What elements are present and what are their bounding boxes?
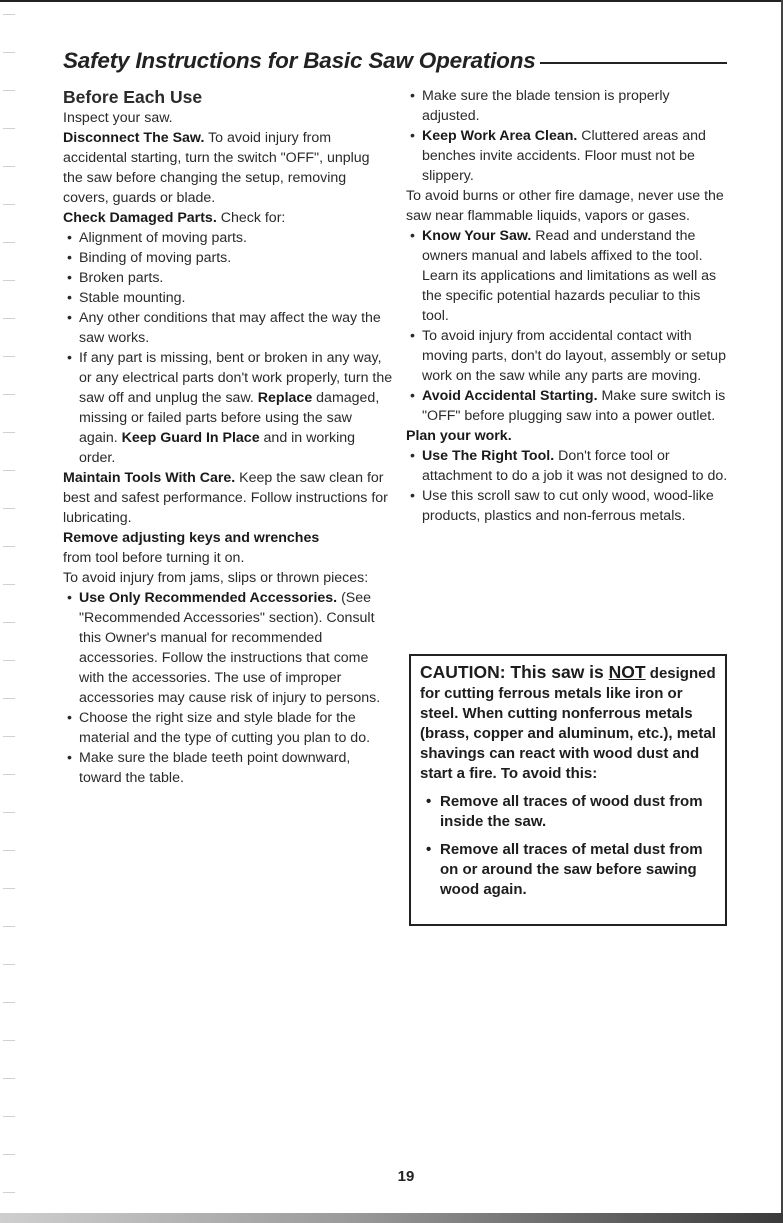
- plan-work-heading: [406, 426, 728, 446]
- maintain-text: Keep the saw clean for best and safest performance. Follow instructions for lubricating.: [63, 470, 388, 526]
- before-each-use-heading: Before Each Use: [63, 87, 203, 107]
- know-saw-item: [406, 226, 728, 326]
- right-column: [406, 86, 728, 526]
- section-title-row: [63, 44, 727, 78]
- use-only-label: Use Only Recommended Accessories.: [79, 590, 338, 606]
- inspect-paragraph: Inspect your saw.: [63, 110, 173, 126]
- avoid-starting-item: [406, 386, 728, 426]
- maintain-paragraph: [63, 468, 393, 528]
- jams-paragraph: To avoid injury from jams, slips or thrown pieces:: [63, 570, 369, 586]
- missing-text-2: damaged, missing or failed parts before using the saw again.: [79, 390, 380, 446]
- know-saw-label: Know Your Saw.: [422, 228, 532, 244]
- check-parts-label: Check Damaged Parts.: [63, 210, 217, 226]
- scroll-saw-item: • Use this scroll saw to cut only wood, wood-like products, plastics and non-ferrous metals.: [406, 486, 728, 526]
- check-item: • Any other conditions that may affect the way the saw works.: [63, 308, 393, 348]
- remove-keys-label: [63, 528, 393, 548]
- tension-item: • Make sure the blade tension is properly adjusted.: [406, 86, 728, 126]
- section-title: Safety Instructions for Basic Saw Operations: [63, 48, 536, 73]
- missing-parts-item: [63, 348, 393, 468]
- page-top-border: [0, 0, 783, 2]
- replace-label: Replace: [257, 390, 313, 406]
- caution-paragraph: [420, 662, 719, 784]
- remove-keys-text: from tool before turning it on.: [63, 550, 245, 566]
- avoid-contact-item: • To avoid injury from accidental contact with moving parts, don't do layout, assembly or setup work on the saw while any parts are moving.: [406, 326, 728, 386]
- keep-area-text: Cluttered areas and benches invite accidents. Floor must not be slippery.: [422, 128, 706, 184]
- caution-label: CAUTION:: [420, 662, 506, 682]
- keep-area-label: Keep Work Area Clean.: [422, 128, 578, 144]
- page-number: 19: [397, 1168, 415, 1185]
- title-rule: [540, 62, 727, 64]
- avoid-starting-text: Make sure switch is "OFF" before plugging saw into a power outlet.: [422, 388, 726, 424]
- caution-not: NOT: [608, 662, 646, 682]
- caution-item: • Remove all traces of metal dust from on or around the saw before sawing wood again.: [420, 840, 719, 900]
- recommended-accessories-item: [63, 588, 393, 708]
- teeth-down-item: • Make sure the blade teeth point downward, toward the table.: [63, 748, 393, 788]
- right-tool-label: Use The Right Tool.: [422, 448, 555, 464]
- check-parts-text: Check for:: [216, 210, 286, 226]
- keep-area-item: [406, 126, 728, 186]
- check-item: • Binding of moving parts.: [63, 248, 393, 268]
- right-tool-item: [406, 446, 728, 486]
- plan-work-label: Plan your work.: [406, 428, 512, 444]
- maintain-label: Maintain Tools With Care.: [63, 470, 236, 486]
- burns-paragraph: To avoid burns or other fire damage, never use the saw near flammable liquids, vapors or gases.: [406, 188, 724, 224]
- missing-text-3: and in working order.: [79, 430, 356, 466]
- caution-box: [409, 654, 727, 926]
- scan-bottom-artifact: [0, 1213, 783, 1223]
- disconnect-text: To avoid injury from accidental starting, turn the switch "OFF", unplug the saw before changing the setup, removing covers, guards or blade.: [63, 130, 370, 206]
- know-saw-text: Read and understand the owners manual and labels affixed to the tool. Learn its applications and limitations as well as the specific potential hazards peculiar to this tool.: [422, 228, 717, 324]
- avoid-starting-label: Avoid Accidental Starting.: [422, 388, 598, 404]
- caution-text-2: designed for cutting ferrous metals like iron or steel. When cutting nonferrous metals (brass, copper and aluminum, etc.), metal shavings can react with wood dust and start a fire. To avoid this:: [420, 665, 716, 782]
- remove-keys-bold: Remove adjusting keys and wrenches: [63, 530, 320, 546]
- disconnect-label: Disconnect The Saw.: [63, 130, 205, 146]
- check-item: • Alignment of moving parts.: [63, 228, 393, 248]
- caution-text-1: This saw is: [505, 662, 609, 682]
- choose-blade-item: • Choose the right size and style blade for the material and the type of cutting you plan to do.: [63, 708, 393, 748]
- disconnect-paragraph: [63, 128, 393, 208]
- check-parts-paragraph: [63, 208, 393, 228]
- keep-guard-label: Keep Guard In Place: [121, 430, 260, 446]
- right-tool-text: Don't force tool or attachment to do a job it was not designed to do.: [422, 448, 728, 484]
- check-item: • Stable mounting.: [63, 288, 393, 308]
- caution-item: • Remove all traces of wood dust from inside the saw.: [420, 792, 719, 832]
- check-item: • Broken parts.: [63, 268, 393, 288]
- left-column: [63, 86, 393, 788]
- use-only-text: (See "Recommended Accessories" section). Consult this Owner's manual for recommended accessories. Follow the instructions that come with the accessories. The use of improper accessories may cause risk of injury to persons.: [79, 590, 381, 706]
- scan-edge-artifact: [3, 0, 15, 1223]
- missing-text-1: If any part is missing, bent or broken in any way, or any electrical parts don't work properly, turn the saw off and unplug the saw.: [79, 350, 393, 406]
